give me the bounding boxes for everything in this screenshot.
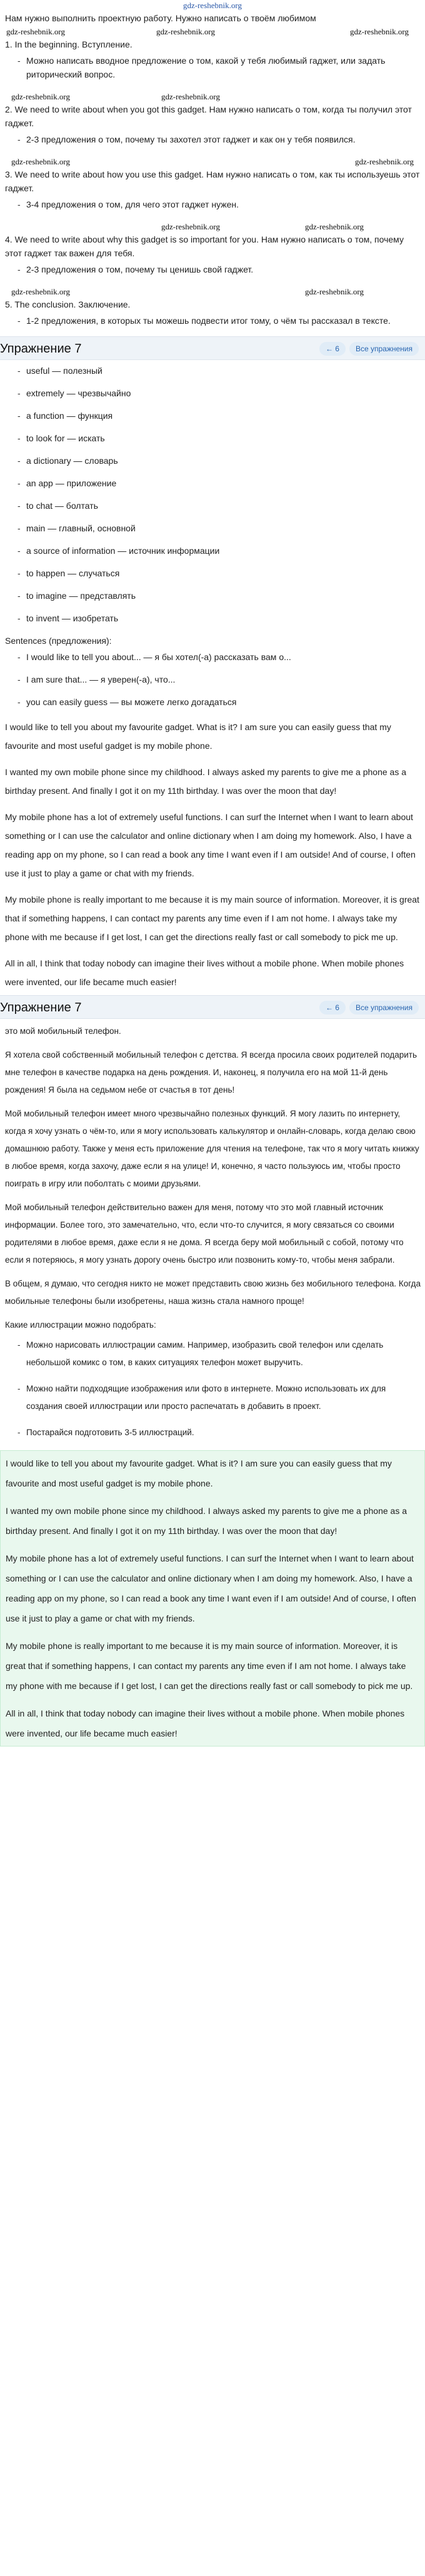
plan-item-title: 3. We need to write about how you use this gadget. Нам нужно написать о том, как ты используешь этот гаджет.: [5, 169, 420, 193]
vocab-item: - an app — приложение: [18, 476, 421, 490]
vocab-item: - to look for — искать: [18, 431, 421, 445]
sentence-item: - I am sure that... — я уверен(-а), что...: [18, 673, 421, 686]
illustrations-list: [5, 1336, 421, 1441]
list-item: - 1-2 предложения, в которых ты можешь подвести итог тому, о чём ты рассказал в тексте.: [18, 314, 421, 328]
illustration-tip: - Можно найти подходящие изображения или фото в интернете. Можно использовать их для создания своей иллюстрации или просто распечатать в добавить в проект.: [18, 1380, 421, 1415]
watermark: gdz-reshebnik.org: [161, 92, 220, 101]
plan-item-list: [5, 263, 421, 276]
list-item: - 2-3 предложения о том, почему ты захотел этот гаджет и как он у тебя появился.: [18, 133, 421, 146]
watermark-row: [5, 155, 421, 168]
intro-text: Нам нужно выполнить проектную работу. Нужно написать о твоём любимом: [5, 13, 316, 23]
vocab-item: - extremely — чрезвычайно: [18, 386, 421, 400]
watermark-row: [5, 90, 421, 103]
sentences-title: Sentences (предложения):: [5, 636, 112, 646]
exercise-bar: [0, 336, 425, 360]
all-exercises-button[interactable]: Все упражнения: [349, 1001, 419, 1015]
watermark: gdz-reshebnik.org: [156, 27, 215, 36]
sentence-item: - I would like to tell you about... — я бы хотел(-а) рассказать вам о...: [18, 650, 421, 664]
prev-exercise-number: 6: [335, 344, 339, 353]
plan-item-list: [5, 54, 421, 81]
watermark-row: [5, 220, 421, 233]
watermark: gdz-reshebnik.org: [355, 157, 414, 166]
watermark: gdz-reshebnik.org: [161, 222, 220, 231]
essay-en: [0, 718, 425, 991]
exercise-nav: [319, 1001, 419, 1015]
essay-paragraph: All in all, I think that today nobody can imagine their lives without a mobile phone. When mobile phones were invented, our life became much easier!: [5, 958, 404, 987]
essay-paragraph: My mobile phone is really important to me because it is my main source of information. Moreover, it is great that if something happens, I can contact my parents any time even if I am not home. I always take my phone with me because if I get lost, I can get the directions really fast or call somebody to pick me up.: [5, 895, 419, 942]
watermark: gdz-reshebnik.org: [305, 287, 364, 296]
plan-item-title: 2. We need to write about when you got this gadget. Нам нужно написать о том, когда ты получил этот гаджет.: [5, 104, 412, 128]
essay-ru-paragraph: Мой мобильный телефон действительно важен для меня, потому что это мой главный источник информации. Более того, это замечательно, что, если что-то случится, я могу связаться со своими родителями в любое время, даже если я не дома. Я всегда беру мой мобильный с собой, потому что если я потеряюсь, я могу узнать дорогу очень быстро или позвонить кому-то, чтобы меня забрали.: [5, 1203, 404, 1265]
list-item: - 2-3 предложения о том, почему ты ценишь свой гаджет.: [18, 263, 421, 276]
highlight-paragraph: My mobile phone has a lot of extremely useful functions. I can surf the Internet when I want to learn about something or I can use the calculator and online dictionary when I am doing my homework. Also, I have a reading app on my phone, so I can read a book any time I want even if I am outside! And of course, I often use it just to play a game or chat with my friends.: [6, 1553, 416, 1623]
sentence-item: - you can easily guess — вы можете легко догадаться: [18, 695, 421, 709]
vocab-item: - to invent — изобретать: [18, 611, 421, 625]
highlight-paragraph: My mobile phone is really important to me because it is my main source of information. Moreover, it is great that if something happens, I can contact my parents any time even if I am not home. I always take my phone with me because if I get lost, I can get the directions really fast or call somebody to pick me up.: [6, 1641, 413, 1691]
watermark: gdz-reshebnik.org: [305, 222, 364, 231]
list-item: - 3-4 предложения о том, для чего этот гаджет нужен.: [18, 198, 421, 211]
vocab-item: - to chat — болтать: [18, 499, 421, 513]
plan-section: [0, 38, 425, 328]
prev-exercise-button[interactable]: ← 6: [319, 1001, 346, 1015]
vocab-item: - useful — полезный: [18, 364, 421, 378]
all-exercises-button[interactable]: Все упражнения: [349, 342, 419, 356]
prev-exercise-number: 6: [335, 1003, 339, 1012]
list-item: - Можно написать вводное предложение о том, какой у тебя любимый гаджет, или задать риторический вопрос.: [18, 54, 421, 81]
essay-ru-paragraph: В общем, я думаю, что сегодня никто не может представить свою жизнь без мобильного телефона. Когда мобильные телефоны были изобретены, наша жизнь стала намного проще!: [5, 1279, 421, 1306]
prev-exercise-button[interactable]: ← 6: [319, 342, 346, 356]
essay-highlight-box: [0, 1450, 425, 1747]
vocab-item: - a source of information — источник информации: [18, 544, 421, 558]
illustrations-title: Какие иллюстрации можно подобрать:: [5, 1320, 156, 1330]
highlight-paragraph: All in all, I think that today nobody can imagine their lives without a mobile phone. When mobile phones were invented, our life became much easier!: [6, 1708, 405, 1738]
watermark: gdz-reshebnik.org: [6, 27, 65, 36]
essay-ru-paragraph: Мой мобильный телефон имеет много чрезвычайно полезных функций. Я могу лазить по интернету, когда я хочу узнать о чём-то, или я могу использовать калькулятор и онлайн-словарь, когда делаю свою домашнюю работу. Также у меня есть приложение для чтения на телефоне, так что я могу читать книжку в любое время, когда захочу, даже если я на улице! И, конечно, я часто пользуюсь им, чтобы просто поиграть в игру или поболтать с моими друзьями.: [5, 1109, 419, 1188]
highlight-paragraph: I would like to tell you about my favourite gadget. What is it? I am sure you can easily guess that my favourite and most useful gadget is my mobile phone.: [6, 1458, 392, 1488]
exercise-nav: [319, 342, 419, 356]
vocab-item: - main — главный, основной: [18, 521, 421, 535]
plan-item-title: 5. The conclusion. Заключение.: [5, 299, 131, 309]
watermark: gdz-reshebnik.org: [11, 92, 70, 101]
sentences-list: [5, 650, 421, 709]
vocab-item: - a function — функция: [18, 409, 421, 423]
plan-item-list: [5, 314, 421, 328]
watermark-row: [0, 25, 425, 38]
exercise-title: Упражнение 7: [0, 342, 82, 356]
watermark: gdz-reshebnik.org: [11, 287, 70, 296]
vocab-item: - to imagine — представлять: [18, 589, 421, 603]
illustration-tip: - Постарайся подготовить 3-5 иллюстраций.: [18, 1424, 421, 1441]
vocab-item: - a dictionary — словарь: [18, 454, 421, 468]
essay-paragraph: I wanted my own mobile phone since my childhood. I always asked my parents to give me a phone as a birthday present. And finally I got it on my 11th birthday. I was over the moon that day!: [5, 767, 407, 796]
plan-item-title: 1. In the beginning. Вступление.: [5, 39, 132, 49]
plan-item-list: [5, 198, 421, 211]
essay-paragraph: My mobile phone has a lot of extremely useful functions. I can surf the Internet when I want to learn about something or I can use the calculator and online dictionary when I am doing my homework. Also, I have a reading app on my phone, so I can read a book any time I want even if I am outside! And of course, I often use it just to play a game or chat with my friends.: [5, 812, 416, 878]
illustration-tip: - Можно нарисовать иллюстрации самим. Например, изобразить свой телефон или сделать небольшой комикс о том, в каких ситуациях телефон может выручить.: [18, 1336, 421, 1371]
exercise-title: Упражнение 7: [0, 1001, 82, 1015]
watermark: gdz-reshebnik.org: [350, 27, 409, 36]
essay-ru-paragraph: Я хотела свой собственный мобильный телефон с детства. Я всегда просила своих родителей подарить мне телефон в качестве подарка на день рождения. И, наконец, я получила его на мой 11-й день рождения! Я была на седьмом небе от счастья в тот день!: [5, 1050, 418, 1095]
top-watermark: gdz-reshebnik.org: [183, 1, 242, 10]
plan-item-title: 4. We need to write about why this gadget is so important for you. Нам нужно написать о том, почему этот гаджет так важен для тебя.: [5, 234, 404, 258]
watermark: gdz-reshebnik.org: [11, 157, 70, 166]
vocab-list: [5, 364, 421, 625]
highlight-paragraph: I wanted my own mobile phone since my childhood. I always asked my parents to give me a phone as a birthday present. And finally I got it on my 11th birthday. I was over the moon that day!: [6, 1506, 408, 1536]
vocab-section: [0, 364, 425, 709]
essay-ru: [0, 1023, 425, 1441]
vocab-item: - to happen — случаться: [18, 566, 421, 580]
essay-paragraph: I would like to tell you about my favourite gadget. What is it? I am sure you can easily guess that my favourite and most useful gadget is my mobile phone.: [5, 722, 391, 751]
exercise-bar: [0, 995, 425, 1019]
essay-ru-paragraph: это мой мобильный телефон.: [5, 1026, 121, 1036]
watermark-row: [5, 285, 421, 298]
plan-item-list: [5, 133, 421, 146]
